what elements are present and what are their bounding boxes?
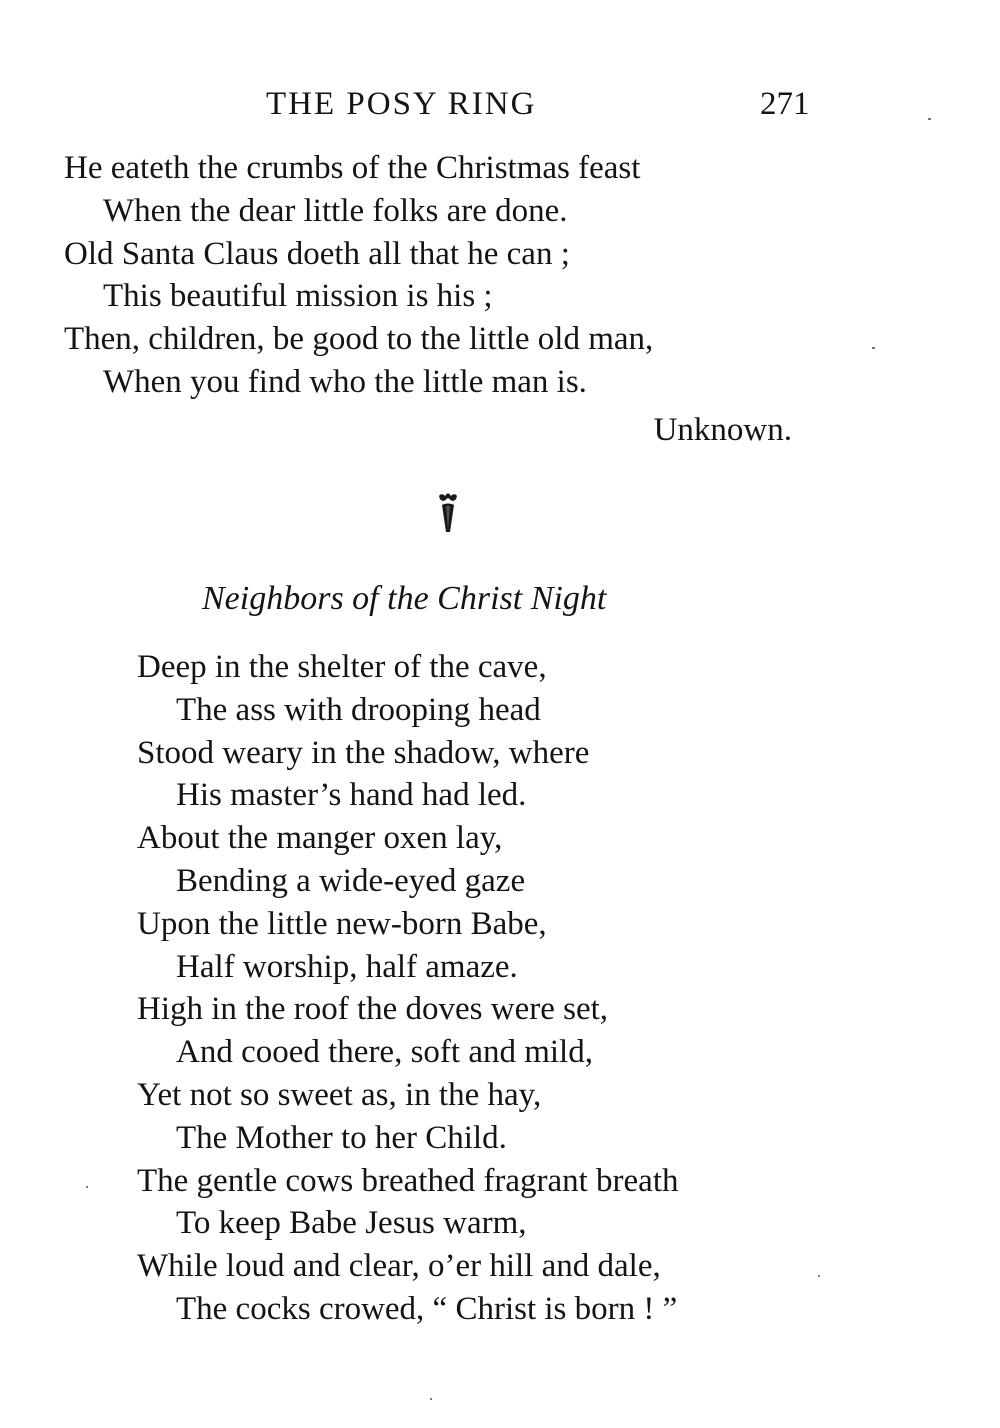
poem-line: Deep in the shelter of the cave,: [137, 649, 547, 685]
scan-speck: [872, 347, 875, 349]
poem-line: High in the roof the doves were set,: [137, 991, 609, 1028]
running-head: [0, 86, 1000, 136]
poem-line: Half worship, half amaze.: [176, 948, 518, 985]
scan-speck: [86, 1186, 88, 1188]
poem-attribution: Unknown.: [653, 412, 792, 448]
poem-line: When you find who the little man is.: [103, 363, 587, 400]
poem-line: The Mother to her Child.: [176, 1119, 507, 1156]
poem-line: He eateth the crumbs of the Christmas feast: [64, 150, 641, 186]
page-number: 271: [760, 86, 810, 122]
poem-line: While loud and clear, o’er hill and dale,: [137, 1248, 661, 1285]
scan-speck: [818, 1275, 820, 1277]
poem-line: Upon the little new-born Babe,: [137, 905, 547, 942]
poem-line: The gentle cows breathed fragrant breath: [137, 1162, 679, 1199]
running-title: THE POSY RING: [266, 86, 537, 122]
fleuron-icon: [433, 490, 463, 534]
poem-title: Neighbors of the Christ Night: [202, 580, 607, 617]
poem-line: This beautiful mission is his ;: [103, 278, 493, 315]
poem-line: The ass with drooping head: [176, 691, 541, 728]
poem-body: [137, 646, 679, 1331]
poem-line: Old Santa Claus doeth all that he can ;: [64, 235, 570, 272]
scan-speck: [430, 1398, 432, 1400]
poem-line: Bending a wide-eyed gaze: [176, 862, 526, 899]
poem-line: When the dear little folks are done.: [103, 192, 568, 229]
poem-line: About the manger oxen lay,: [137, 820, 503, 857]
poem-line: His master’s hand had led.: [176, 777, 527, 814]
scan-speck: [928, 118, 931, 120]
poem-line: To keep Babe Jesus warm,: [176, 1205, 527, 1242]
poem-line: And cooed there, soft and mild,: [176, 1034, 593, 1071]
poem-line: The cocks crowed, “ Christ is born ! ”: [176, 1290, 678, 1327]
poem-line: Then, children, be good to the little old man,: [64, 321, 654, 358]
poem-line: Yet not so sweet as, in the hay,: [137, 1076, 542, 1113]
poem-stanza-ending: [64, 147, 653, 404]
poem-line: Stood weary in the shadow, where: [137, 734, 590, 771]
